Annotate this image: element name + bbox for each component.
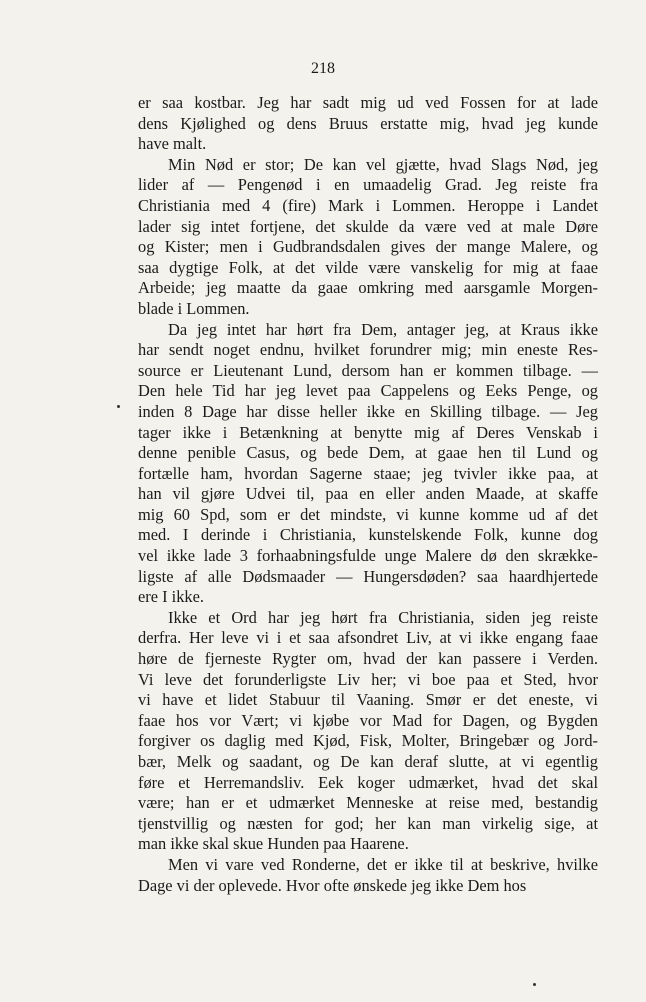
paragraph — [138, 155, 598, 320]
text-line: blade i Lommen. — [138, 298, 250, 318]
text-line: mig 60 Spd, som er det mindste, vi kunne komme ud af det — [138, 504, 598, 524]
text-line: denne penible Casus, og bede Dem, at gaae hen til Lund og — [138, 443, 598, 463]
text-line: Arbeide; jeg maatte da gaae omkring med aarsgamle Morgen- — [138, 278, 598, 298]
text-line: lider af — Pengenød i en umaadelig Grad. Jeg reiste fra — [138, 175, 598, 195]
text-line: er saa kostbar. Jeg har sadt mig ud ved Fossen for at lade — [138, 93, 598, 112]
text-line: ere I ikke. — [138, 587, 204, 607]
text-line: føre et Herremandsliv. Eek koger udmærket, hvad det skal — [138, 772, 598, 792]
paragraph — [138, 320, 598, 608]
text-line: have malt. — [138, 134, 207, 154]
text-line: høre de fjerneste Rygter om, hvad der kan passere i Verden. — [138, 649, 598, 669]
text-line: dens Kjølighed og dens Bruus erstatte mig, hvad jeg kunde — [138, 113, 598, 133]
text-line: forgiver os daglig med Kjød, Fisk, Molter, Bringebær og Jord- — [138, 731, 598, 751]
text-line: ligste af alle Dødsmaader — Hungersdøden? saa haardhjertede — [138, 566, 598, 586]
text-line: source er Lieutenant Lund, dersom han er kommen tilbage. — — [138, 360, 598, 380]
text-line: tager ikke i Betænkning at benytte mig af Deres Venskab i — [138, 422, 598, 442]
text-line: han vil gjøre Udvei til, paa en eller anden Maade, at skaffe — [138, 484, 598, 504]
margin-speck — [533, 983, 536, 986]
text-line: man ikke skal skue Hunden paa Haarene. — [138, 834, 409, 854]
body-text — [138, 93, 598, 896]
text-line: fortælle ham, hvordan Sagerne staae; jeg tvivler ikke paa, at — [138, 463, 598, 483]
text-line: være; han er et udmærket Menneske at reise med, bestandig — [138, 793, 598, 813]
paragraph — [138, 93, 598, 155]
page-number: 218 — [311, 60, 335, 77]
text-line: derfra. Her leve vi i et saa afsondret Liv, at vi ikke engang faae — [138, 628, 598, 648]
text-line: saa dygtige Folk, at det vilde være vanskelig for mig at faae — [138, 257, 598, 277]
paragraph — [138, 608, 598, 855]
text-line: Da jeg intet har hørt fra Dem, antager jeg, at Kraus ikke — [168, 319, 598, 339]
text-line: bær, Melk og saadant, og De kan deraf slutte, at vi egentlig — [138, 752, 598, 771]
text-line: Ikke et Ord har jeg hørt fra Christiania, siden jeg reiste — [168, 607, 598, 627]
text-line: har sendt noget endnu, hvilket forundrer mig; min eneste Res- — [138, 340, 598, 360]
text-line: med. I derinde i Christiania, kunstelskende Folk, kunne dog — [138, 525, 598, 545]
text-line: faae hos vor Vært; vi kjøbe vor Mad for Dagen, og Bygden — [138, 710, 598, 730]
text-line: vel ikke lade 3 forhaabningsfulde unge Malere dø den skrække- — [138, 546, 598, 566]
text-line: Dage vi der oplevede. Hvor ofte ønskede jeg ikke Dem hos — [138, 875, 527, 895]
text-line: og Kister; men i Gudbrandsdalen gives der mange Malere, og — [138, 237, 598, 257]
margin-speck — [117, 405, 120, 408]
text-line: inden 8 Dage har disse heller ikke en Skilling tilbage. — Jeg — [138, 401, 598, 421]
text-line: Min Nød er stor; De kan vel gjætte, hvad Slags Nød, jeg — [168, 154, 598, 174]
text-line: Men vi vare ved Ronderne, det er ikke til at beskrive, hvilke — [168, 854, 598, 874]
text-line: Den hele Tid har jeg levet paa Cappelens og Eeks Penge, og — [138, 381, 598, 401]
paragraph — [138, 855, 598, 896]
text-line: tjenstvillig og næsten for god; her kan man virkelig sige, at — [138, 813, 598, 833]
text-line: lader sig intet fortjene, det skulde da være ved at male Døre — [138, 216, 598, 236]
text-line: vi have et lidet Stabuur til Vaaning. Smør er det eneste, vi — [138, 690, 598, 710]
text-line: Christiania med 4 (fire) Mark i Lommen. Heroppe i Landet — [138, 195, 598, 215]
text-line: Vi leve det forunderligste Liv her; vi boe paa et Sted, hvor — [138, 669, 598, 689]
